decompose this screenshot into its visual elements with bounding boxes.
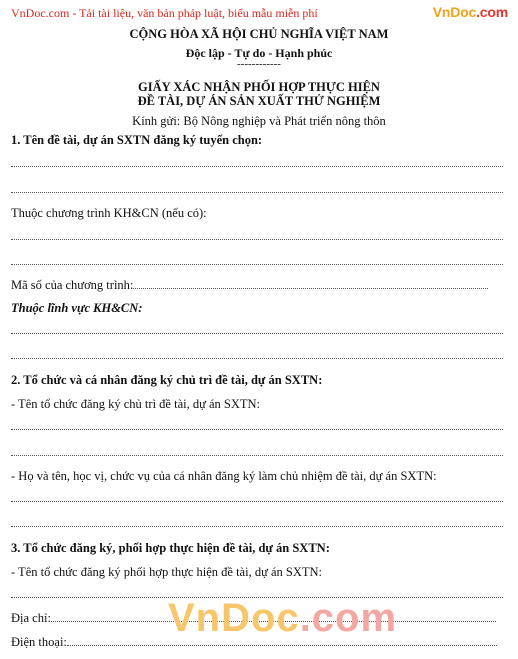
section-3-heading: 3. Tổ chức đăng ký, phối hợp thực hiện đề tài, dự án SXTN:	[11, 541, 330, 555]
program-label: Thuộc chương trình KH&CN (nếu có):	[11, 206, 207, 220]
vndoc-watermark	[168, 596, 397, 641]
logo-text-main: VnDoc	[432, 4, 477, 20]
program-code-fill[interactable]	[133, 288, 488, 289]
project-lead-fill-line[interactable]	[11, 501, 503, 502]
section-1-heading: 1. Tên đề tài, dự án SXTN đăng ký tuyển chọn:	[11, 133, 263, 147]
partner-org-label: - Tên tổ chức đăng ký phối hợp thực hiện đề tài, dự án SXTN:	[11, 565, 323, 579]
watermark-text-main: VnDoc	[168, 596, 300, 640]
host-org-fill-line[interactable]	[11, 455, 503, 456]
program-code-row[interactable]	[11, 278, 503, 293]
recipient-line: Kính gửi: Bộ Nông nghiệp và Phát triển nông thôn	[132, 114, 386, 128]
motto-divider: ------------	[237, 58, 281, 70]
nation-heading: CỘNG HÒA XÃ HỘI CHỦ NGHĨA VIỆT NAM	[129, 27, 389, 41]
host-org-fill-line[interactable]	[11, 429, 503, 430]
vndoc-logo[interactable]	[433, 4, 508, 20]
section-2-heading: 2. Tổ chức và cá nhân đăng ký chủ trì đề tài, dự án SXTN:	[11, 373, 323, 387]
project-lead-fill-line[interactable]	[11, 526, 503, 527]
logo-text-domain: .com	[476, 4, 508, 20]
field-fill-line[interactable]	[11, 333, 503, 334]
motto: Độc lập - Tự do - Hạnh phúc	[185, 46, 333, 60]
host-org-label: - Tên tổ chức đăng ký chủ trì đề tài, dự án SXTN:	[11, 397, 261, 411]
document-title-line-1: GIẤY XÁC NHẬN PHỐI HỢP THỰC HIỆN	[138, 80, 380, 94]
phone-label: Điện thoại:	[11, 635, 67, 649]
address-label: Địa chỉ:	[11, 611, 51, 625]
watermark-text-domain: .com	[299, 596, 398, 640]
section-1-fill-line[interactable]	[11, 192, 503, 193]
section-1-fill-line[interactable]	[11, 166, 503, 167]
site-note[interactable]: VnDoc.com - Tải tài liệu, văn bản pháp luật, biểu mẫu miễn phí	[11, 6, 318, 20]
program-code-label: Mã số của chương trình:	[11, 278, 134, 292]
field-label: Thuộc lĩnh vực KH&CN:	[11, 301, 143, 315]
program-fill-line[interactable]	[11, 264, 503, 265]
document-title-line-2: ĐỀ TÀI, DỰ ÁN SẢN XUẤT THỬ NGHIỆM	[137, 94, 381, 108]
phone-fill[interactable]	[67, 645, 497, 646]
project-lead-label: - Họ và tên, học vị, chức vụ của cá nhân đăng ký làm chủ nhiệm đề tài, dự án SXTN:	[11, 469, 437, 483]
field-fill-line[interactable]	[11, 358, 503, 359]
program-fill-line[interactable]	[11, 239, 503, 240]
